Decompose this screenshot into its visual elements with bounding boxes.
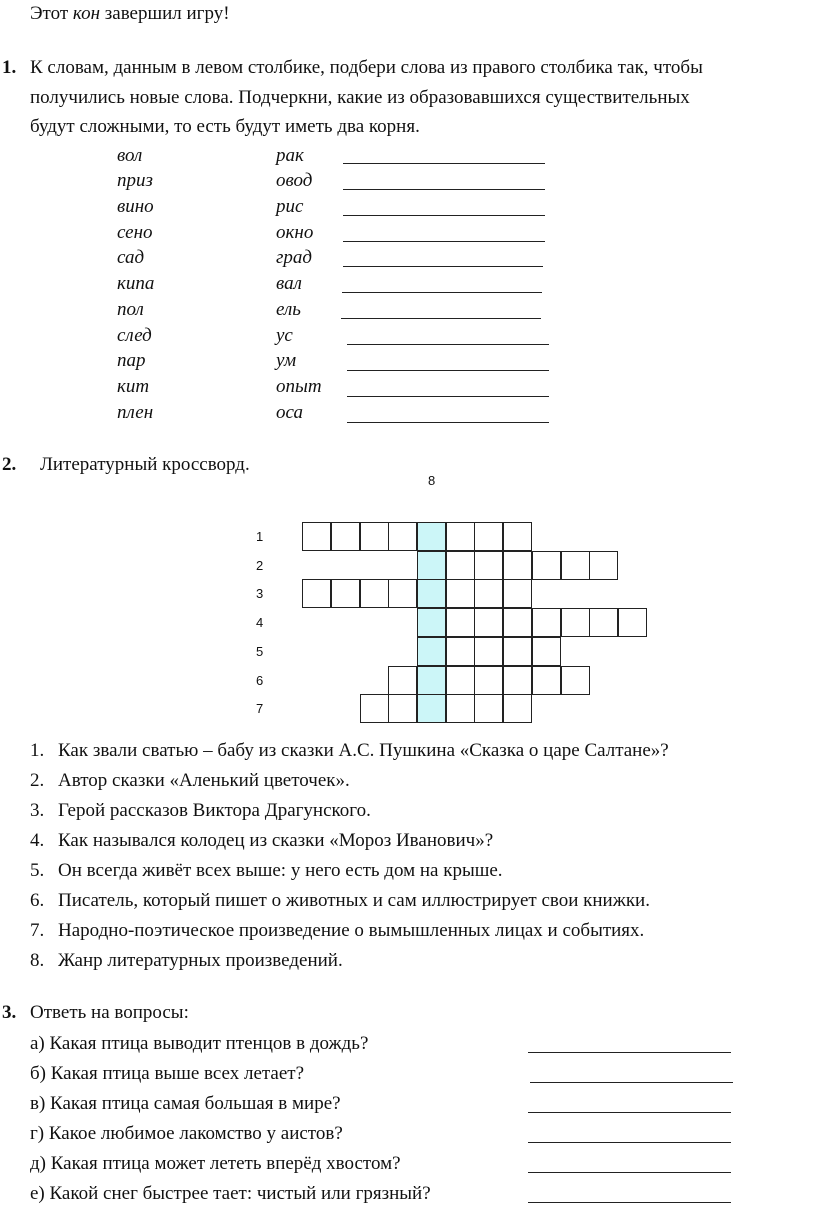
crossword-cell[interactable] bbox=[474, 694, 503, 723]
answer-line[interactable] bbox=[343, 215, 545, 216]
crossword-cell-keyword[interactable] bbox=[417, 522, 446, 551]
crossword-cell[interactable] bbox=[561, 608, 590, 637]
crossword-cell[interactable] bbox=[360, 579, 389, 608]
bird-question: а) Какая птица выводит птенцов в дождь? bbox=[30, 1033, 369, 1054]
pair-right: рис bbox=[276, 196, 304, 217]
pair-left: след bbox=[117, 325, 152, 346]
pair-left: вино bbox=[117, 196, 154, 217]
crossword-cell[interactable] bbox=[446, 608, 475, 637]
pair-left: сено bbox=[117, 222, 153, 243]
intro-text-end: завершил игру! bbox=[100, 3, 230, 24]
crossword-cell[interactable] bbox=[503, 579, 532, 608]
pair-left: кипа bbox=[117, 273, 155, 294]
question-number: 6. bbox=[30, 890, 45, 911]
crossword-cell-keyword[interactable] bbox=[417, 694, 446, 723]
answer-line[interactable] bbox=[528, 1202, 731, 1203]
crossword-cell[interactable] bbox=[503, 551, 532, 580]
crossword-cell[interactable] bbox=[388, 579, 417, 608]
answer-line[interactable] bbox=[343, 163, 545, 164]
bird-question: г) Какое любимое лакомство у аистов? bbox=[30, 1123, 343, 1144]
crossword-cell[interactable] bbox=[302, 579, 331, 608]
crossword-cell[interactable] bbox=[503, 637, 532, 666]
pair-right: ель bbox=[276, 299, 301, 320]
question-number: 1. bbox=[30, 740, 45, 761]
crossword-cell[interactable] bbox=[331, 522, 360, 551]
answer-line[interactable] bbox=[343, 241, 545, 242]
pair-right: вал bbox=[276, 273, 302, 294]
crossword-cell-keyword[interactable] bbox=[417, 551, 446, 580]
question-text: Писатель, который пишет о животных и сам иллюстрирует свои книжки. bbox=[58, 890, 650, 911]
answer-line[interactable] bbox=[528, 1172, 731, 1173]
question-number: 5. bbox=[30, 860, 45, 881]
task3-number: 3. bbox=[2, 1002, 17, 1023]
answer-line[interactable] bbox=[347, 370, 549, 371]
crossword-cell[interactable] bbox=[331, 579, 360, 608]
answer-line[interactable] bbox=[343, 266, 543, 267]
crossword-cell[interactable] bbox=[589, 608, 618, 637]
answer-line[interactable] bbox=[342, 292, 542, 293]
bird-question: д) Какая птица может лететь вперёд хвостом? bbox=[30, 1153, 401, 1174]
crossword-cell[interactable] bbox=[446, 666, 475, 695]
pair-right: опыт bbox=[276, 376, 322, 397]
question-number: 4. bbox=[30, 830, 45, 851]
question-text: Автор сказки «Аленький цветочек». bbox=[58, 770, 350, 791]
crossword-cell[interactable] bbox=[503, 694, 532, 723]
crossword-cell[interactable] bbox=[388, 694, 417, 723]
question-text: Герой рассказов Виктора Драгунского. bbox=[58, 800, 371, 821]
crossword-cell[interactable] bbox=[360, 522, 389, 551]
pair-right: ус bbox=[276, 325, 293, 346]
crossword-cell[interactable] bbox=[446, 694, 475, 723]
crossword-cell-keyword[interactable] bbox=[417, 579, 446, 608]
pair-right: окно bbox=[276, 222, 314, 243]
bird-question: б) Какая птица выше всех летает? bbox=[30, 1063, 305, 1084]
crossword-cell[interactable] bbox=[532, 608, 561, 637]
crossword-row-number: 7 bbox=[256, 701, 264, 717]
crossword-cell[interactable] bbox=[532, 551, 561, 580]
crossword-row-number: 4 bbox=[256, 615, 264, 631]
task1-line-2: получились новые слова. Подчеркни, какие из образовавшихся существительных bbox=[30, 87, 690, 108]
crossword-cell[interactable] bbox=[561, 666, 590, 695]
pair-left: кит bbox=[117, 376, 150, 397]
question-number: 2. bbox=[30, 770, 45, 791]
question-text: Народно-поэтическое произведение о вымышленных лицах и событиях. bbox=[58, 920, 645, 941]
question-text: Как звали сватью – бабу из сказки А.С. Пушкина «Сказка о царе Салтане»? bbox=[58, 740, 669, 761]
crossword-row-number: 2 bbox=[256, 557, 264, 573]
crossword-row-number: 5 bbox=[256, 643, 264, 659]
task2-title: Литературный кроссворд. bbox=[40, 454, 250, 475]
question-text: Как назывался колодец из сказки «Мороз Иванович»? bbox=[58, 830, 494, 851]
crossword-cell-keyword[interactable] bbox=[417, 637, 446, 666]
crossword-cell[interactable] bbox=[302, 522, 331, 551]
crossword-cell[interactable] bbox=[503, 522, 532, 551]
bird-question: в) Какая птица самая большая в мире? bbox=[30, 1093, 341, 1114]
pair-left: пол bbox=[117, 299, 144, 320]
crossword-cell[interactable] bbox=[474, 608, 503, 637]
task1-line-1: К словам, данным в левом столбике, подбери слова из правого столбика так, чтобы bbox=[30, 57, 703, 78]
answer-line[interactable] bbox=[347, 344, 549, 345]
pair-right: рак bbox=[276, 145, 304, 166]
crossword-cell[interactable] bbox=[618, 608, 647, 637]
pair-right: оса bbox=[276, 402, 303, 423]
crossword-cell[interactable] bbox=[532, 637, 561, 666]
crossword-cell[interactable] bbox=[503, 608, 532, 637]
crossword-cell[interactable] bbox=[446, 579, 475, 608]
pair-left: пар bbox=[117, 350, 146, 371]
crossword-cell[interactable] bbox=[360, 694, 389, 723]
crossword-cell[interactable] bbox=[388, 522, 417, 551]
question-text: Жанр литературных произведений. bbox=[58, 950, 343, 971]
question-number: 8. bbox=[30, 950, 45, 971]
pair-right: ум bbox=[276, 350, 297, 371]
crossword-cell[interactable] bbox=[474, 551, 503, 580]
intro-text-start: Этот bbox=[30, 3, 73, 24]
answer-line[interactable] bbox=[528, 1112, 731, 1113]
answer-line[interactable] bbox=[528, 1142, 731, 1143]
question-text: Он всегда живёт всех выше: у него есть дом на крыше. bbox=[58, 860, 503, 881]
crossword-cell[interactable] bbox=[474, 522, 503, 551]
crossword-cell[interactable] bbox=[503, 666, 532, 695]
crossword-cell[interactable] bbox=[474, 637, 503, 666]
crossword-cell[interactable] bbox=[589, 551, 618, 580]
bird-question: е) Какой снег быстрее тает: чистый или грязный? bbox=[30, 1183, 431, 1204]
task3-title: Ответь на вопросы: bbox=[30, 1002, 189, 1023]
crossword-cell[interactable] bbox=[474, 579, 503, 608]
pair-left: сад bbox=[117, 247, 145, 268]
answer-line[interactable] bbox=[530, 1082, 733, 1083]
crossword-cell[interactable] bbox=[388, 666, 417, 695]
answer-line[interactable] bbox=[347, 422, 549, 423]
pair-left: вол bbox=[117, 145, 143, 166]
crossword-cell[interactable] bbox=[474, 666, 503, 695]
answer-line[interactable] bbox=[341, 318, 541, 319]
crossword-cell[interactable] bbox=[561, 551, 590, 580]
task2-number: 2. bbox=[2, 454, 17, 475]
crossword-column-label: 8 bbox=[428, 473, 436, 488]
crossword-cell-keyword[interactable] bbox=[417, 608, 446, 637]
answer-line[interactable] bbox=[347, 396, 549, 397]
task1-line-3: будут сложными, то есть будут иметь два корня. bbox=[30, 116, 420, 137]
intro-line bbox=[30, 3, 230, 25]
crossword-cell[interactable] bbox=[446, 637, 475, 666]
intro-italic-word: кон bbox=[72, 3, 100, 24]
question-number: 7. bbox=[30, 920, 45, 941]
question-number: 3. bbox=[30, 800, 45, 821]
crossword-row-number: 1 bbox=[256, 529, 264, 544]
answer-line[interactable] bbox=[343, 189, 545, 190]
pair-right: овод bbox=[276, 170, 313, 191]
pair-right: град bbox=[276, 247, 313, 268]
crossword-cell-keyword[interactable] bbox=[417, 666, 446, 695]
crossword-cell[interactable] bbox=[446, 522, 475, 551]
pair-left: приз bbox=[117, 170, 153, 191]
task1-number: 1. bbox=[2, 57, 17, 78]
pair-left: плен bbox=[117, 402, 154, 423]
answer-line[interactable] bbox=[528, 1052, 731, 1053]
crossword-cell[interactable] bbox=[446, 551, 475, 580]
crossword-row-number: 6 bbox=[256, 672, 264, 688]
crossword-row-number: 3 bbox=[256, 586, 264, 602]
crossword-cell[interactable] bbox=[532, 666, 561, 695]
